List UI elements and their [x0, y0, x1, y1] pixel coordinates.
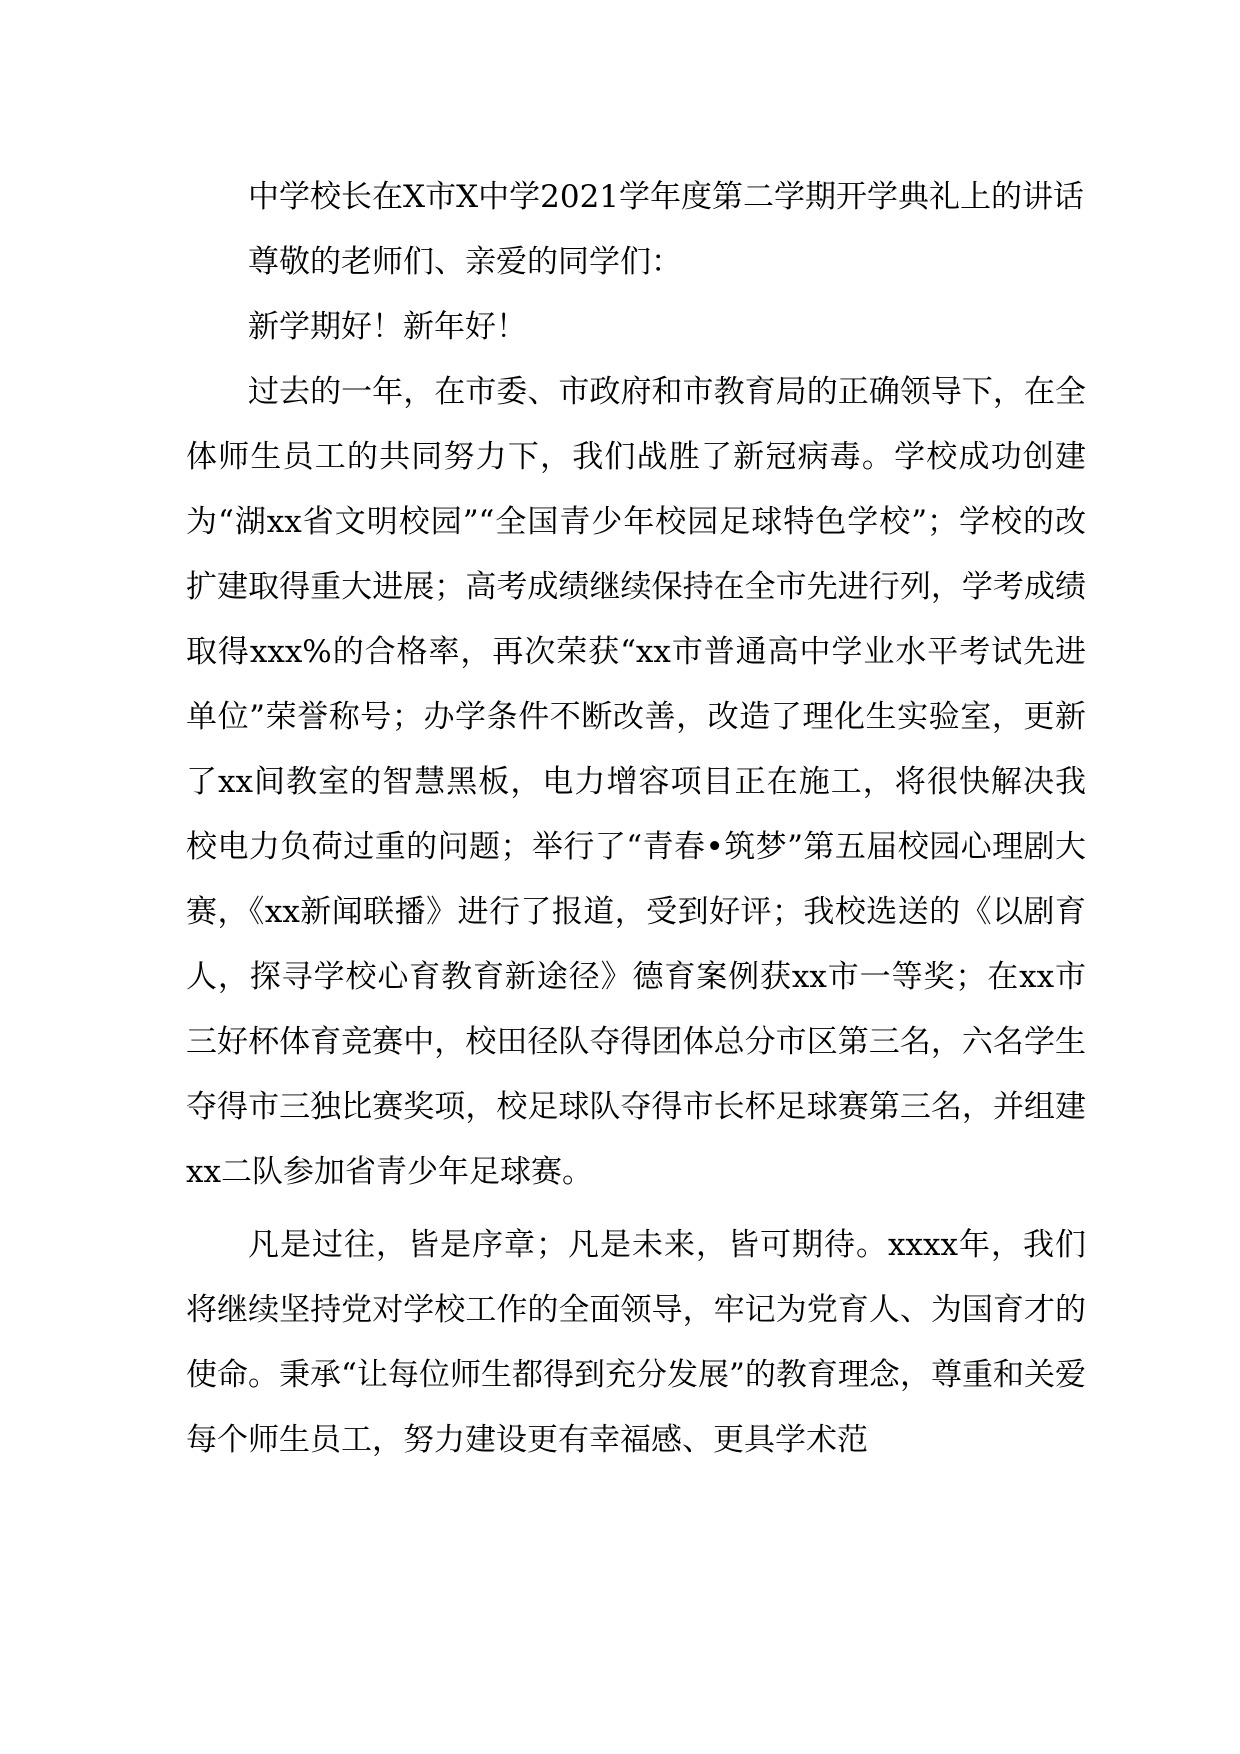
greeting: 新学期好！新年好！: [248, 309, 527, 345]
document-body: [186, 165, 1086, 1473]
paragraph-review: 过去的一年，在市委、市政府和市教育局的正确领导下，在全体师生员工的共同努力下，我们战胜了新冠病毒。学校成功创建为“湖xx省文明校园”“全国青少年校园足球特色学校”；学校的改扩建取得重大进展；高考成绩继续保持在全市先进行列，学考成绩取得xxx%的合格率，再次荣获“xx市普通高中学业水平考试先进单位”荣誉称号；办学条件不断改善，改造了理化生实验室，更新了xx间教室的智慧黑板，电力增容项目正在施工，将很快解决我校电力负荷过重的问题；举行了“青春•筑梦”第五届校园心理剧大赛，《xx新闻联播》进行了报道，受到好评；我校选送的《以剧育人，探寻学校心育教育新途径》德育案例获xx市一等奖；在xx市三好杯体育竞赛中，校田径队夺得团体总分市区第三名，六名学生夺得市三独比赛奖项，校足球队夺得市长杯足球赛第三名，并组建xx二队参加省青少年足球赛。: [186, 374, 1086, 1190]
speech-title: 中学校长在X市X中学2021学年度第二学期开学典礼上的讲话: [248, 179, 1085, 215]
paragraph-outlook: 凡是过往，皆是序章；凡是未来，皆可期待。xxxx年，我们将继续坚持党对学校工作的全面领导，牢记为党育人、为国育才的使命。秉承“让每位师生都得到充分发展”的教育理念，尊重和关爱每个师生员工，努力建设更有幸福感、更具学术范: [186, 1227, 1086, 1458]
salutation: 尊敬的老师们、亲爱的同学们：: [248, 244, 682, 280]
